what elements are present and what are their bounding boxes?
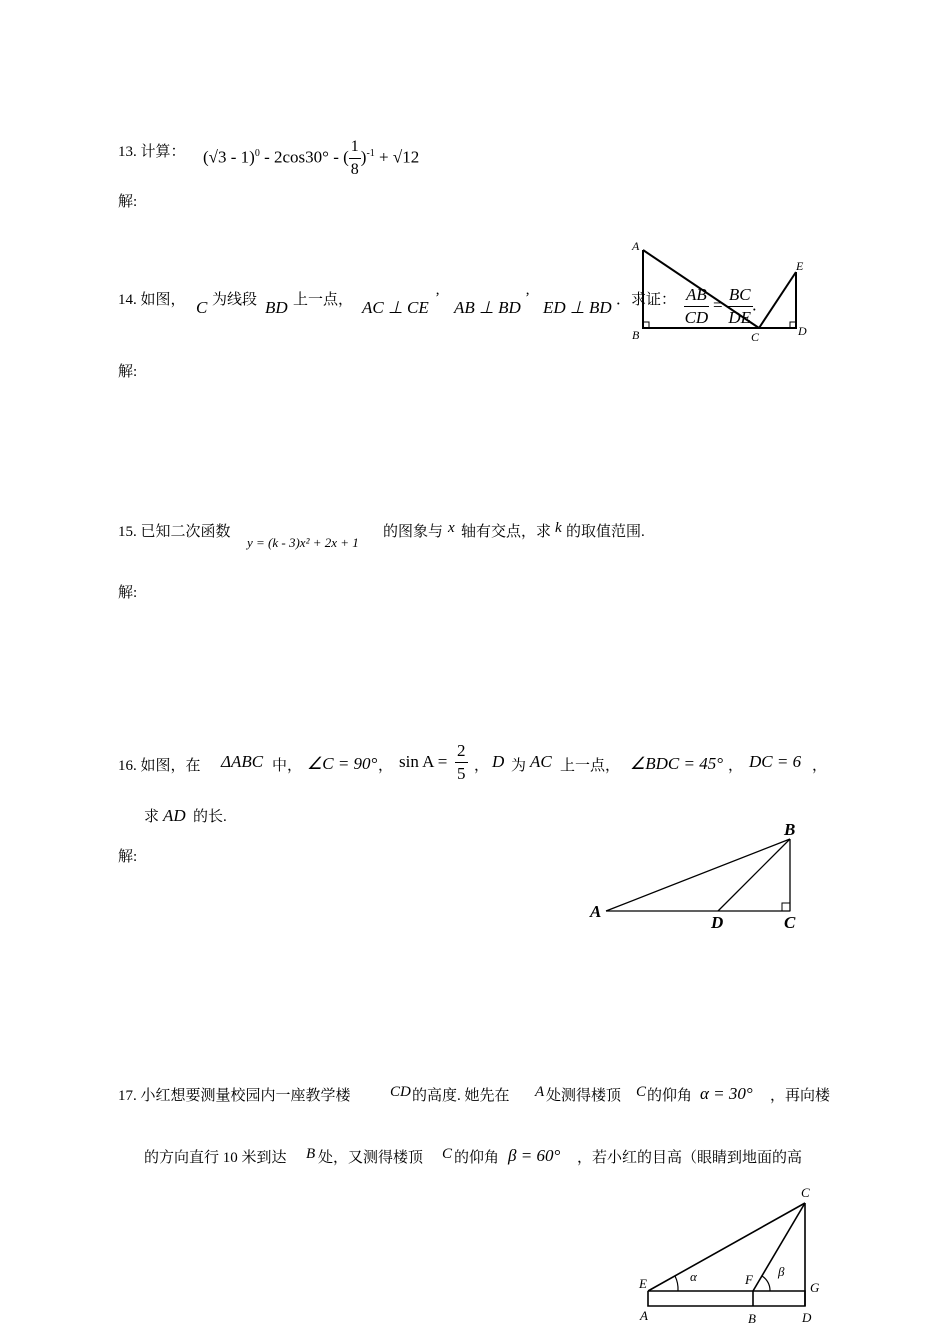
- q14-label: 14. 如图，: [118, 292, 186, 308]
- q16-frac-den: 5: [457, 764, 466, 783]
- q16-dc: DC = 6: [749, 752, 802, 771]
- q17-ground-strip: [648, 1291, 805, 1306]
- q16-line2-b: 的长.: [193, 809, 227, 825]
- q14-frac1-num: AB: [684, 284, 709, 307]
- q17-fig-label-e: E: [639, 1276, 647, 1291]
- q14-equals: =: [713, 295, 723, 315]
- q14-text2: 上一点，: [293, 292, 354, 308]
- q16-line2-a: 求: [144, 809, 160, 825]
- q16-d-var: D: [492, 752, 505, 771]
- q16-text2: ，: [378, 758, 394, 774]
- q15-text2: 轴有交点，求: [461, 524, 552, 540]
- q17-fig-label-a: A: [640, 1308, 648, 1323]
- q17-c-var: C: [636, 1084, 647, 1100]
- q16-triangle: ΔABC: [221, 752, 264, 771]
- q13-expr-part2: - 2cos30° - (: [259, 147, 349, 167]
- q16-text1: 中，: [272, 758, 303, 774]
- q14-frac2-num: BC: [727, 284, 753, 307]
- q16-angle-c: ∠C = 90°: [307, 754, 378, 773]
- q16-angle-bdc: ∠BDC = 45°: [630, 754, 724, 773]
- q17-line1-a: 17. 小红想要测量校园内一座教学楼: [118, 1088, 351, 1104]
- q16-frac-num: 2: [455, 740, 468, 763]
- q14-cond2: AB ⊥ BD: [454, 298, 521, 317]
- q14-bd-var: BD: [265, 298, 288, 317]
- q14-segment-ac: [643, 250, 759, 328]
- q13-fraction: [349, 136, 361, 181]
- q15-x-var: x: [448, 520, 455, 536]
- q13-expression: [203, 136, 419, 181]
- q13-frac-den: 8: [350, 161, 359, 178]
- q16-label: 16. 如图，在: [118, 758, 201, 774]
- q16-text7: ，: [812, 758, 828, 774]
- q14-fig-label-c: C: [751, 330, 760, 344]
- q13-expr-part4: + √12: [374, 147, 420, 167]
- q17-beta: β = 60°: [508, 1146, 561, 1165]
- q13-expr-part3: ): [360, 147, 367, 167]
- q17-line2-b: 处，又测得楼顶: [318, 1150, 424, 1166]
- q13-expr-sup2: -1: [366, 147, 375, 159]
- q14-fig-label-d: D: [798, 324, 807, 338]
- q14-c-var: C: [196, 298, 208, 317]
- q15-answer-label: 解:: [118, 585, 138, 601]
- q17-figure: [630, 1180, 830, 1344]
- q16-fig-label-c: C: [784, 913, 796, 932]
- q14-fig-label-b: B: [632, 328, 640, 342]
- q17-alpha: α = 30°: [700, 1084, 753, 1103]
- q17-line1-e: ，再向楼: [770, 1088, 831, 1104]
- q16-text3: ，: [474, 758, 490, 774]
- q16-text6: ，: [728, 758, 744, 774]
- q14-text1: 为线段: [212, 292, 258, 308]
- q17-fig-label-g: G: [810, 1280, 820, 1295]
- q17-a-var: A: [535, 1084, 545, 1100]
- q14-text3: ．求证：: [616, 292, 677, 308]
- q17-fig-label-alpha: α: [690, 1269, 697, 1284]
- q17-cd-var: CD: [390, 1084, 411, 1100]
- q17-line1-c: 处测得楼顶: [546, 1088, 622, 1104]
- q14-cond1: AC ⊥ CE: [362, 298, 429, 317]
- q13-expr-part1: (√3 - 1): [203, 147, 255, 167]
- q14-figure: [620, 236, 820, 346]
- q17-line1-d: 的仰角: [647, 1088, 693, 1104]
- q16-text4: 为: [511, 758, 527, 774]
- q16-fraction: [455, 740, 468, 785]
- q16-answer-label: 解:: [118, 849, 138, 865]
- q16-right-angle-c: [782, 903, 790, 911]
- q17-fig-label-c: C: [801, 1185, 810, 1200]
- q15-function: y = (k - 3)x² + 2x + 1: [247, 535, 359, 550]
- q15-text1: 的图象与: [383, 524, 444, 540]
- q17-fig-label-d: D: [802, 1310, 812, 1325]
- q17-fig-label-beta: β: [778, 1264, 785, 1279]
- q15-k-var: k: [555, 520, 562, 536]
- q14-fig-label-a: A: [632, 239, 640, 253]
- q14-period: .: [752, 295, 757, 315]
- q15-label: 15. 已知二次函数: [118, 524, 231, 540]
- q17-line2-d: ，若小红的目高（眼睛到地面的高: [577, 1150, 803, 1166]
- q14-frac1-den: CD: [684, 308, 709, 327]
- q14-answer-label: 解:: [118, 364, 138, 380]
- q16-fig-label-b: B: [784, 820, 796, 839]
- q16-segment-bd: [718, 839, 790, 911]
- q16-fig-label-a: A: [590, 902, 602, 921]
- q17-angle-beta-arc: [762, 1276, 770, 1291]
- q16-ad-var: AD: [163, 806, 186, 825]
- q13-label: 13. 计算：: [118, 144, 186, 160]
- q13-answer-label: 解:: [118, 194, 138, 210]
- q15-text3: 的取值范围.: [566, 524, 645, 540]
- q17-fig-label-f: F: [745, 1272, 753, 1287]
- q16-fraction-frac: [455, 740, 468, 785]
- q17-line2-c: 的仰角: [454, 1150, 500, 1166]
- q17-c-var-2: C: [442, 1146, 453, 1162]
- q16-text5: 上一点，: [560, 758, 621, 774]
- q14-segment-ce: [759, 272, 796, 328]
- q17-line1-b: 的高度. 她先在: [412, 1088, 510, 1104]
- q16-fig-label-d: D: [711, 913, 724, 932]
- q16-ac-var: AC: [530, 752, 552, 771]
- q13-expr-sup1: 0: [254, 147, 260, 159]
- q16-segment-ab: [606, 839, 790, 911]
- q17-b-var: B: [306, 1146, 316, 1162]
- q14-frac2-den: DE: [728, 308, 752, 327]
- q13-frac-num: 1: [349, 136, 361, 159]
- q14-fig-label-e: E: [796, 259, 804, 273]
- q17-angle-alpha-arc: [675, 1276, 678, 1291]
- q16-figure: [580, 815, 810, 940]
- q17-fig-label-b: B: [748, 1311, 756, 1326]
- q14-cond3: ED ⊥ BD: [543, 298, 612, 317]
- q16-sin-a: sin A =: [399, 752, 448, 771]
- q17-line2-a: 的方向直行 10 米到达: [144, 1150, 287, 1166]
